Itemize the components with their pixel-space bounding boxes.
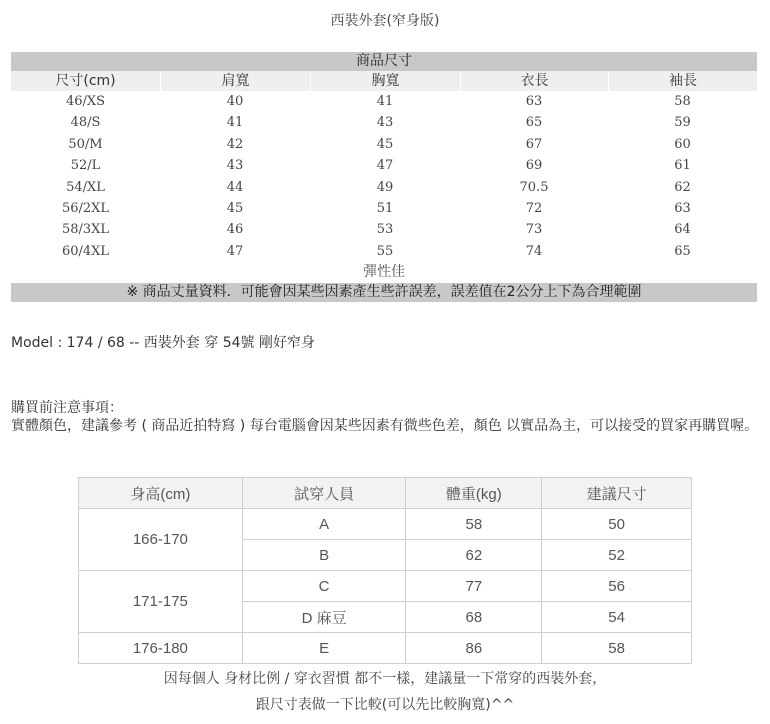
size-cell-length: 74 <box>525 243 543 259</box>
size-cell-shoulder: 41 <box>226 115 244 131</box>
fit-height-range: 171-175 <box>79 571 243 633</box>
size-cell-sleeve: 62 <box>674 179 691 195</box>
size-cell-size: 54/XL <box>66 179 105 195</box>
fit-height-range: 176-180 <box>79 633 243 664</box>
size-cell-shoulder: 40 <box>226 94 244 109</box>
size-cell-chest: 45 <box>376 136 394 152</box>
size-cell-size: 48/S <box>70 115 101 131</box>
fit-height-range: 166-170 <box>79 509 243 571</box>
table-row <box>79 633 692 664</box>
size-cell-size: 56/2XL <box>61 200 110 216</box>
size-table <box>11 52 757 302</box>
size-cell-sleeve: 59 <box>674 115 691 131</box>
notice-heading: 購買前注意事項： <box>11 400 123 416</box>
fit-cell-size: 52 <box>542 540 692 571</box>
size-cell-length: 70.5 <box>519 179 549 195</box>
size-cell-chest: 41 <box>376 94 394 109</box>
fit-cell-weight: 62 <box>406 540 542 571</box>
size-cell-length: 72 <box>525 200 543 216</box>
size-header-size: 尺寸(cm) <box>11 71 160 91</box>
table-row <box>79 571 692 602</box>
fit-table <box>78 477 692 664</box>
size-cell-chest: 43 <box>376 115 394 131</box>
fit-cell-weight: 86 <box>406 633 542 664</box>
size-cell-shoulder: 42 <box>226 136 244 152</box>
size-table-caption: 商品尺寸 <box>11 52 757 71</box>
size-cell-size: 46/XS <box>65 94 106 109</box>
model-info: Model : 174 / 68 -- 西裝外套 穿 54號 剛好窄身 <box>11 335 315 351</box>
fit-cell-person: D 麻豆 <box>242 602 406 633</box>
fit-cell-weight: 68 <box>406 602 542 633</box>
size-cell-chest: 49 <box>376 179 394 195</box>
elasticity-label: 彈性佳 <box>363 264 405 281</box>
fit-cell-size: 54 <box>542 602 692 633</box>
footer-line-1: 因每個人 身材比例 / 穿衣習慣 都不一樣，建議量一下常穿的西裝外套， <box>163 671 607 687</box>
size-cell-length: 69 <box>525 158 543 174</box>
size-cell-length: 63 <box>525 94 543 109</box>
size-cell-length: 73 <box>525 222 543 238</box>
footer-line-2: 跟尺寸表做一下比較(可以先比較胸寬)^^ <box>255 697 515 713</box>
size-cell-chest: 53 <box>376 222 394 238</box>
table-row <box>79 509 692 540</box>
size-header-sleeve: 袖長 <box>608 71 757 91</box>
fit-cell-person: E <box>242 633 406 664</box>
fit-cell-weight: 58 <box>406 509 542 540</box>
size-cell-shoulder: 43 <box>226 158 244 174</box>
fit-cell-size: 56 <box>542 571 692 602</box>
size-cell-length: 65 <box>525 115 543 131</box>
size-cell-shoulder: 46 <box>226 222 244 238</box>
size-cell-shoulder: 44 <box>226 179 244 195</box>
footer-advice <box>0 666 770 718</box>
size-header-length: 衣長 <box>460 71 608 91</box>
size-cell-chest: 47 <box>376 158 394 174</box>
size-cell-sleeve: 61 <box>674 158 691 174</box>
size-grid <box>11 71 757 262</box>
fit-cell-person: C <box>242 571 406 602</box>
size-header-chest: 胸寬 <box>310 71 460 91</box>
purchase-notice <box>11 399 761 435</box>
size-header-shoulder: 肩寬 <box>160 71 310 91</box>
size-cell-sleeve: 58 <box>674 94 691 109</box>
fit-cell-person: B <box>242 540 406 571</box>
page-title: 西裝外套(窄身版) <box>330 13 440 29</box>
fit-cell-size: 50 <box>542 509 692 540</box>
size-cell-size: 60/4XL <box>61 243 110 259</box>
fit-cell-person: A <box>242 509 406 540</box>
size-cell-sleeve: 65 <box>674 243 691 259</box>
size-cell-sleeve: 60 <box>674 136 691 152</box>
measurement-note: ※ 商品丈量資料．可能會因某些因素產生些許誤差，誤差值在2公分上下為合理範圍 <box>11 283 757 302</box>
size-cell-size: 50/M <box>68 136 103 152</box>
size-cell-size: 52/L <box>70 158 101 174</box>
size-cell-length: 67 <box>525 136 543 152</box>
notice-body: 實體顏色，建議參考 ( 商品近拍特寫 ) 每台電腦會因某些因素有微些色差，顏色 以實品為主，可以接受的買家再購買喔。 <box>11 418 759 434</box>
fit-header-size: 建議尺寸 <box>542 478 692 509</box>
fit-header-person: 試穿人員 <box>242 478 406 509</box>
fit-header-height: 身高(cm) <box>79 478 243 509</box>
fit-header-weight: 體重(kg) <box>406 478 542 509</box>
fit-cell-weight: 77 <box>406 571 542 602</box>
size-cell-sleeve: 63 <box>674 200 691 216</box>
size-cell-chest: 51 <box>376 200 394 216</box>
size-cell-chest: 55 <box>376 243 394 259</box>
fit-cell-size: 58 <box>542 633 692 664</box>
size-cell-size: 58/3XL <box>61 222 110 238</box>
size-cell-shoulder: 45 <box>226 200 244 216</box>
size-cell-sleeve: 64 <box>674 222 691 238</box>
size-cell-shoulder: 47 <box>226 243 244 259</box>
